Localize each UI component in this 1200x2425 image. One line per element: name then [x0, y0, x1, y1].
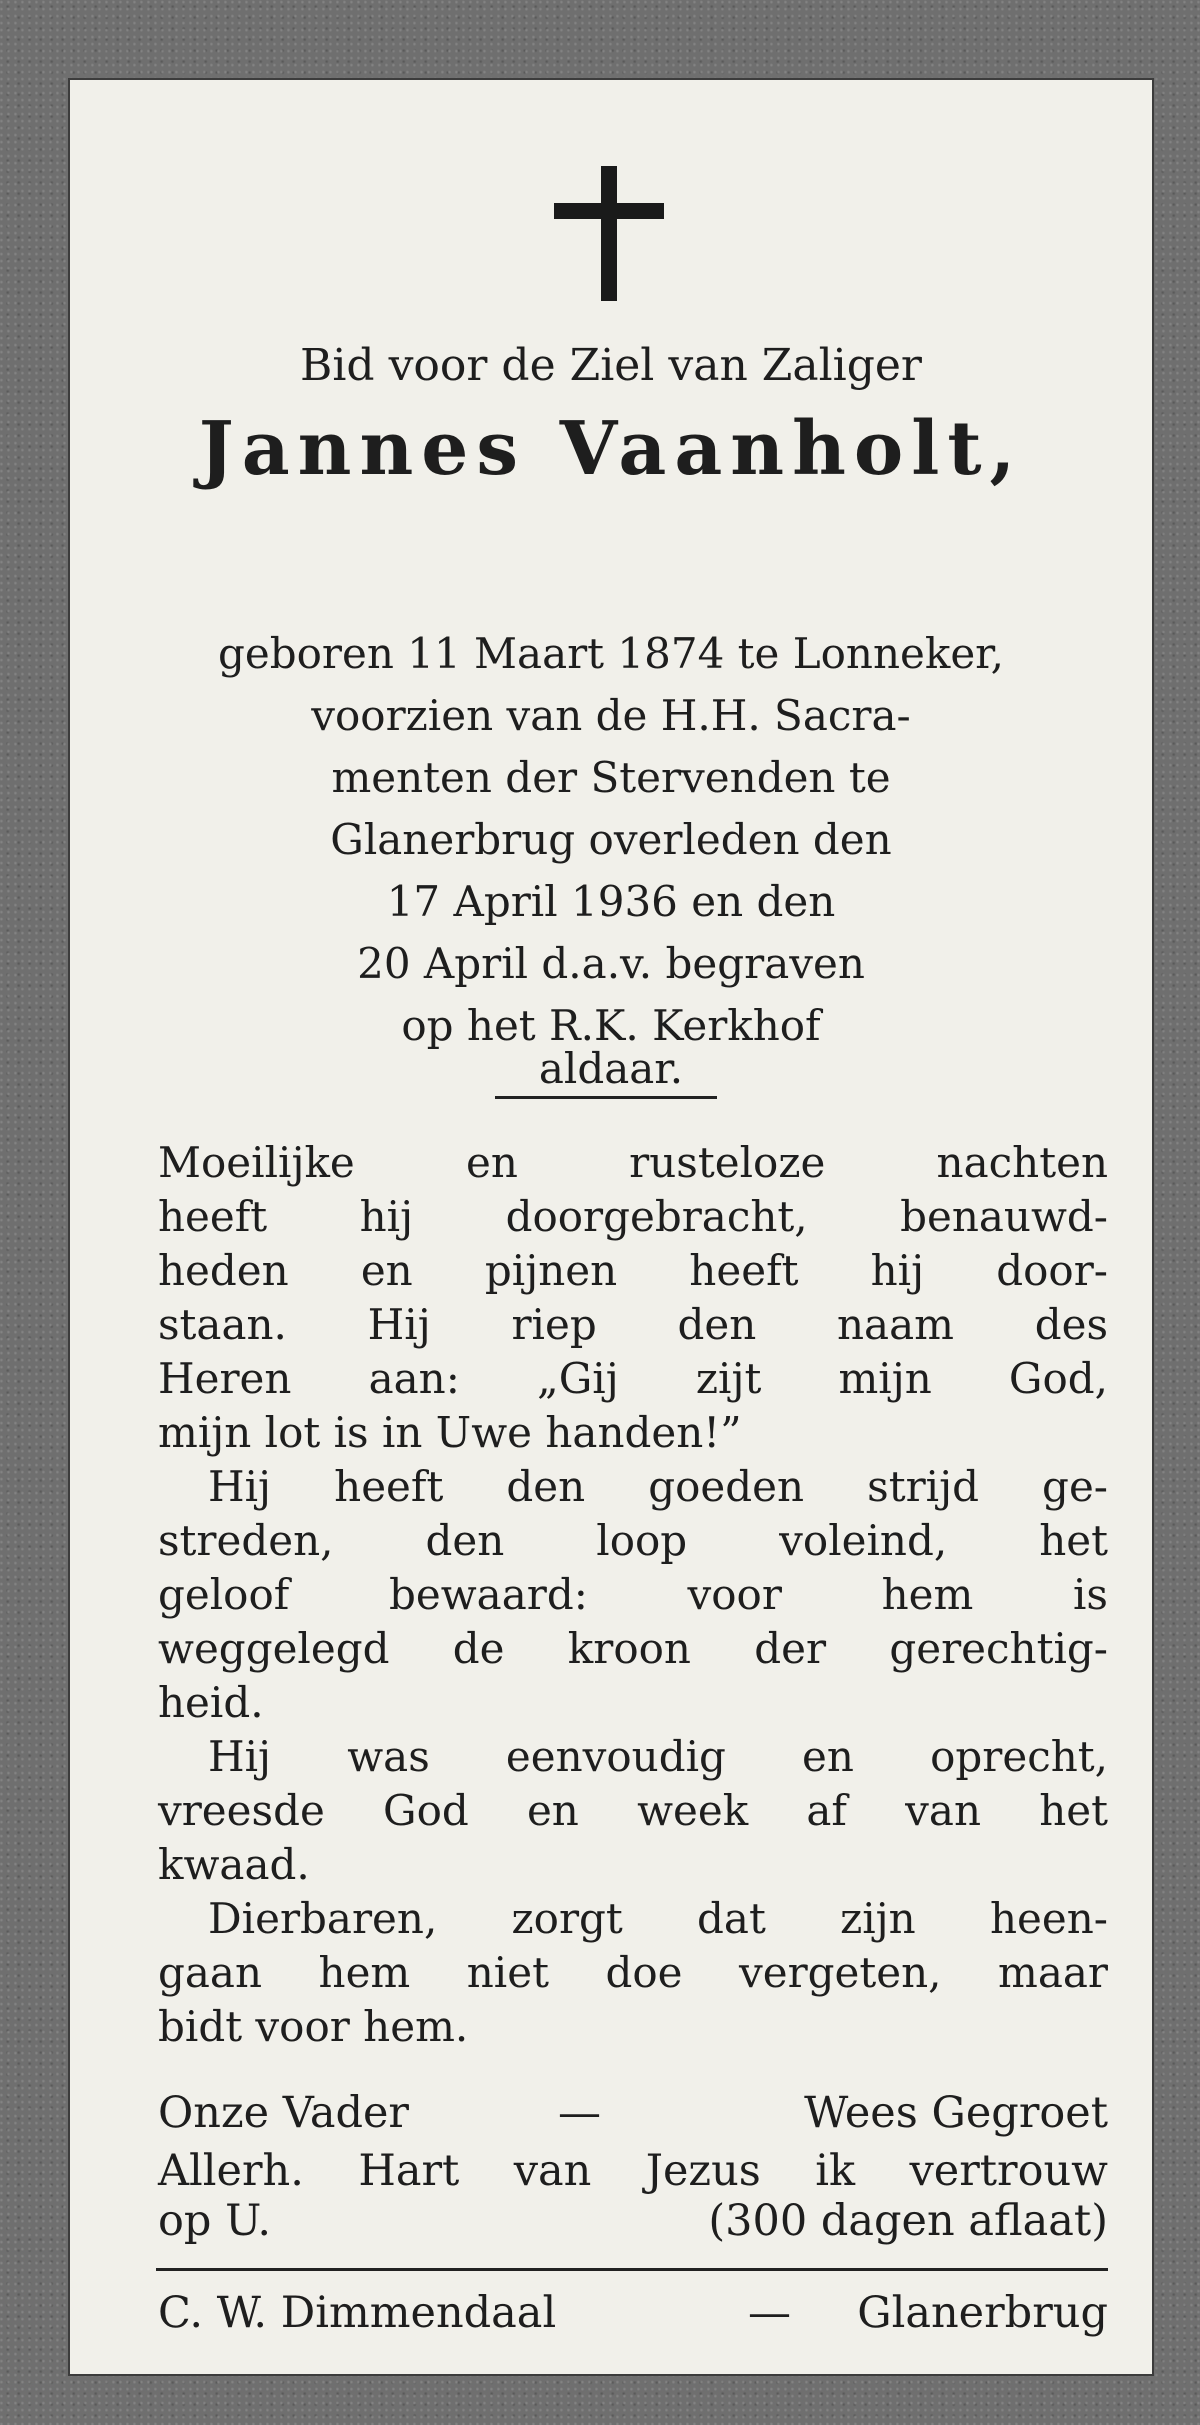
printer-place: Glanerbrug: [857, 2288, 1108, 2338]
body-line: Moeilijke en rusteloze nachten: [158, 1138, 1108, 1187]
prayer-line-2: Allerh. Hart van Jezus ik vertrouw: [158, 2146, 1108, 2196]
prayer-dash: —: [558, 2088, 601, 2138]
body-line: heden en pijnen heeft hij door-: [158, 1246, 1108, 1295]
printer-dash: —: [748, 2288, 791, 2338]
info-line: op het R.K. Kerkhof: [401, 1001, 821, 1050]
body-line: mijn lot is in Uwe handen!”: [158, 1408, 742, 1457]
info-line: Glanerbrug overleden den: [330, 815, 892, 864]
body-line: vreesde God en week af van het: [158, 1786, 1108, 1835]
info-line: geboren 11 Maart 1874 te Lonneker,: [217, 629, 1004, 678]
printer-name: C. W. Dimmendaal: [158, 2288, 557, 2338]
body-line: heeft hij doorgebracht, benauwd-: [158, 1192, 1108, 1241]
prayer-wees-gegroet: Wees Gegroet: [804, 2088, 1108, 2138]
body-line: weggelegd de kroon der gerechtig-: [158, 1624, 1108, 1673]
prayer-onze-vader: Onze Vader: [158, 2088, 409, 2138]
body-line: Heren aan: „Gij zijt mijn God,: [158, 1354, 1108, 1403]
body-line: bidt voor hem.: [158, 2002, 469, 2051]
info-line: voorzien van de H.H. Sacra-: [311, 691, 911, 740]
body-line: staan. Hij riep den naam des: [158, 1300, 1108, 1349]
body-line: Dierbaren, zorgt dat zijn heen-: [208, 1894, 1108, 1943]
cross-icon: [554, 166, 664, 301]
bottom-divider: [156, 2268, 1108, 2271]
prayer-heading: Bid voor de Ziel van Zaliger: [300, 340, 922, 391]
body-line: gaan hem niet doe vergeten, maar: [158, 1948, 1108, 1997]
body-line: streden, den loop voleind, het: [158, 1516, 1108, 1565]
info-line: aldaar.: [538, 1044, 684, 1093]
body-line: heid.: [158, 1678, 264, 1727]
memorial-card: [68, 78, 1154, 2376]
info-line: 20 April d.a.v. begraven: [357, 939, 865, 988]
body-line: geloof bewaard: voor hem is: [158, 1570, 1108, 1619]
indulgence-note: (300 dagen aflaat): [708, 2196, 1108, 2246]
body-line: Hij heeft den goeden strijd ge-: [208, 1462, 1108, 1511]
body-line: Hij was eenvoudig en oprecht,: [208, 1732, 1108, 1781]
divider: [495, 1096, 717, 1099]
body-line: kwaad.: [158, 1840, 310, 1889]
info-line: menten der Stervenden te: [331, 753, 891, 802]
info-line: 17 April 1936 en den: [386, 877, 836, 926]
prayer-op-u: op U.: [158, 2196, 272, 2246]
deceased-name: Jannes Vaanholt,: [198, 406, 1024, 492]
